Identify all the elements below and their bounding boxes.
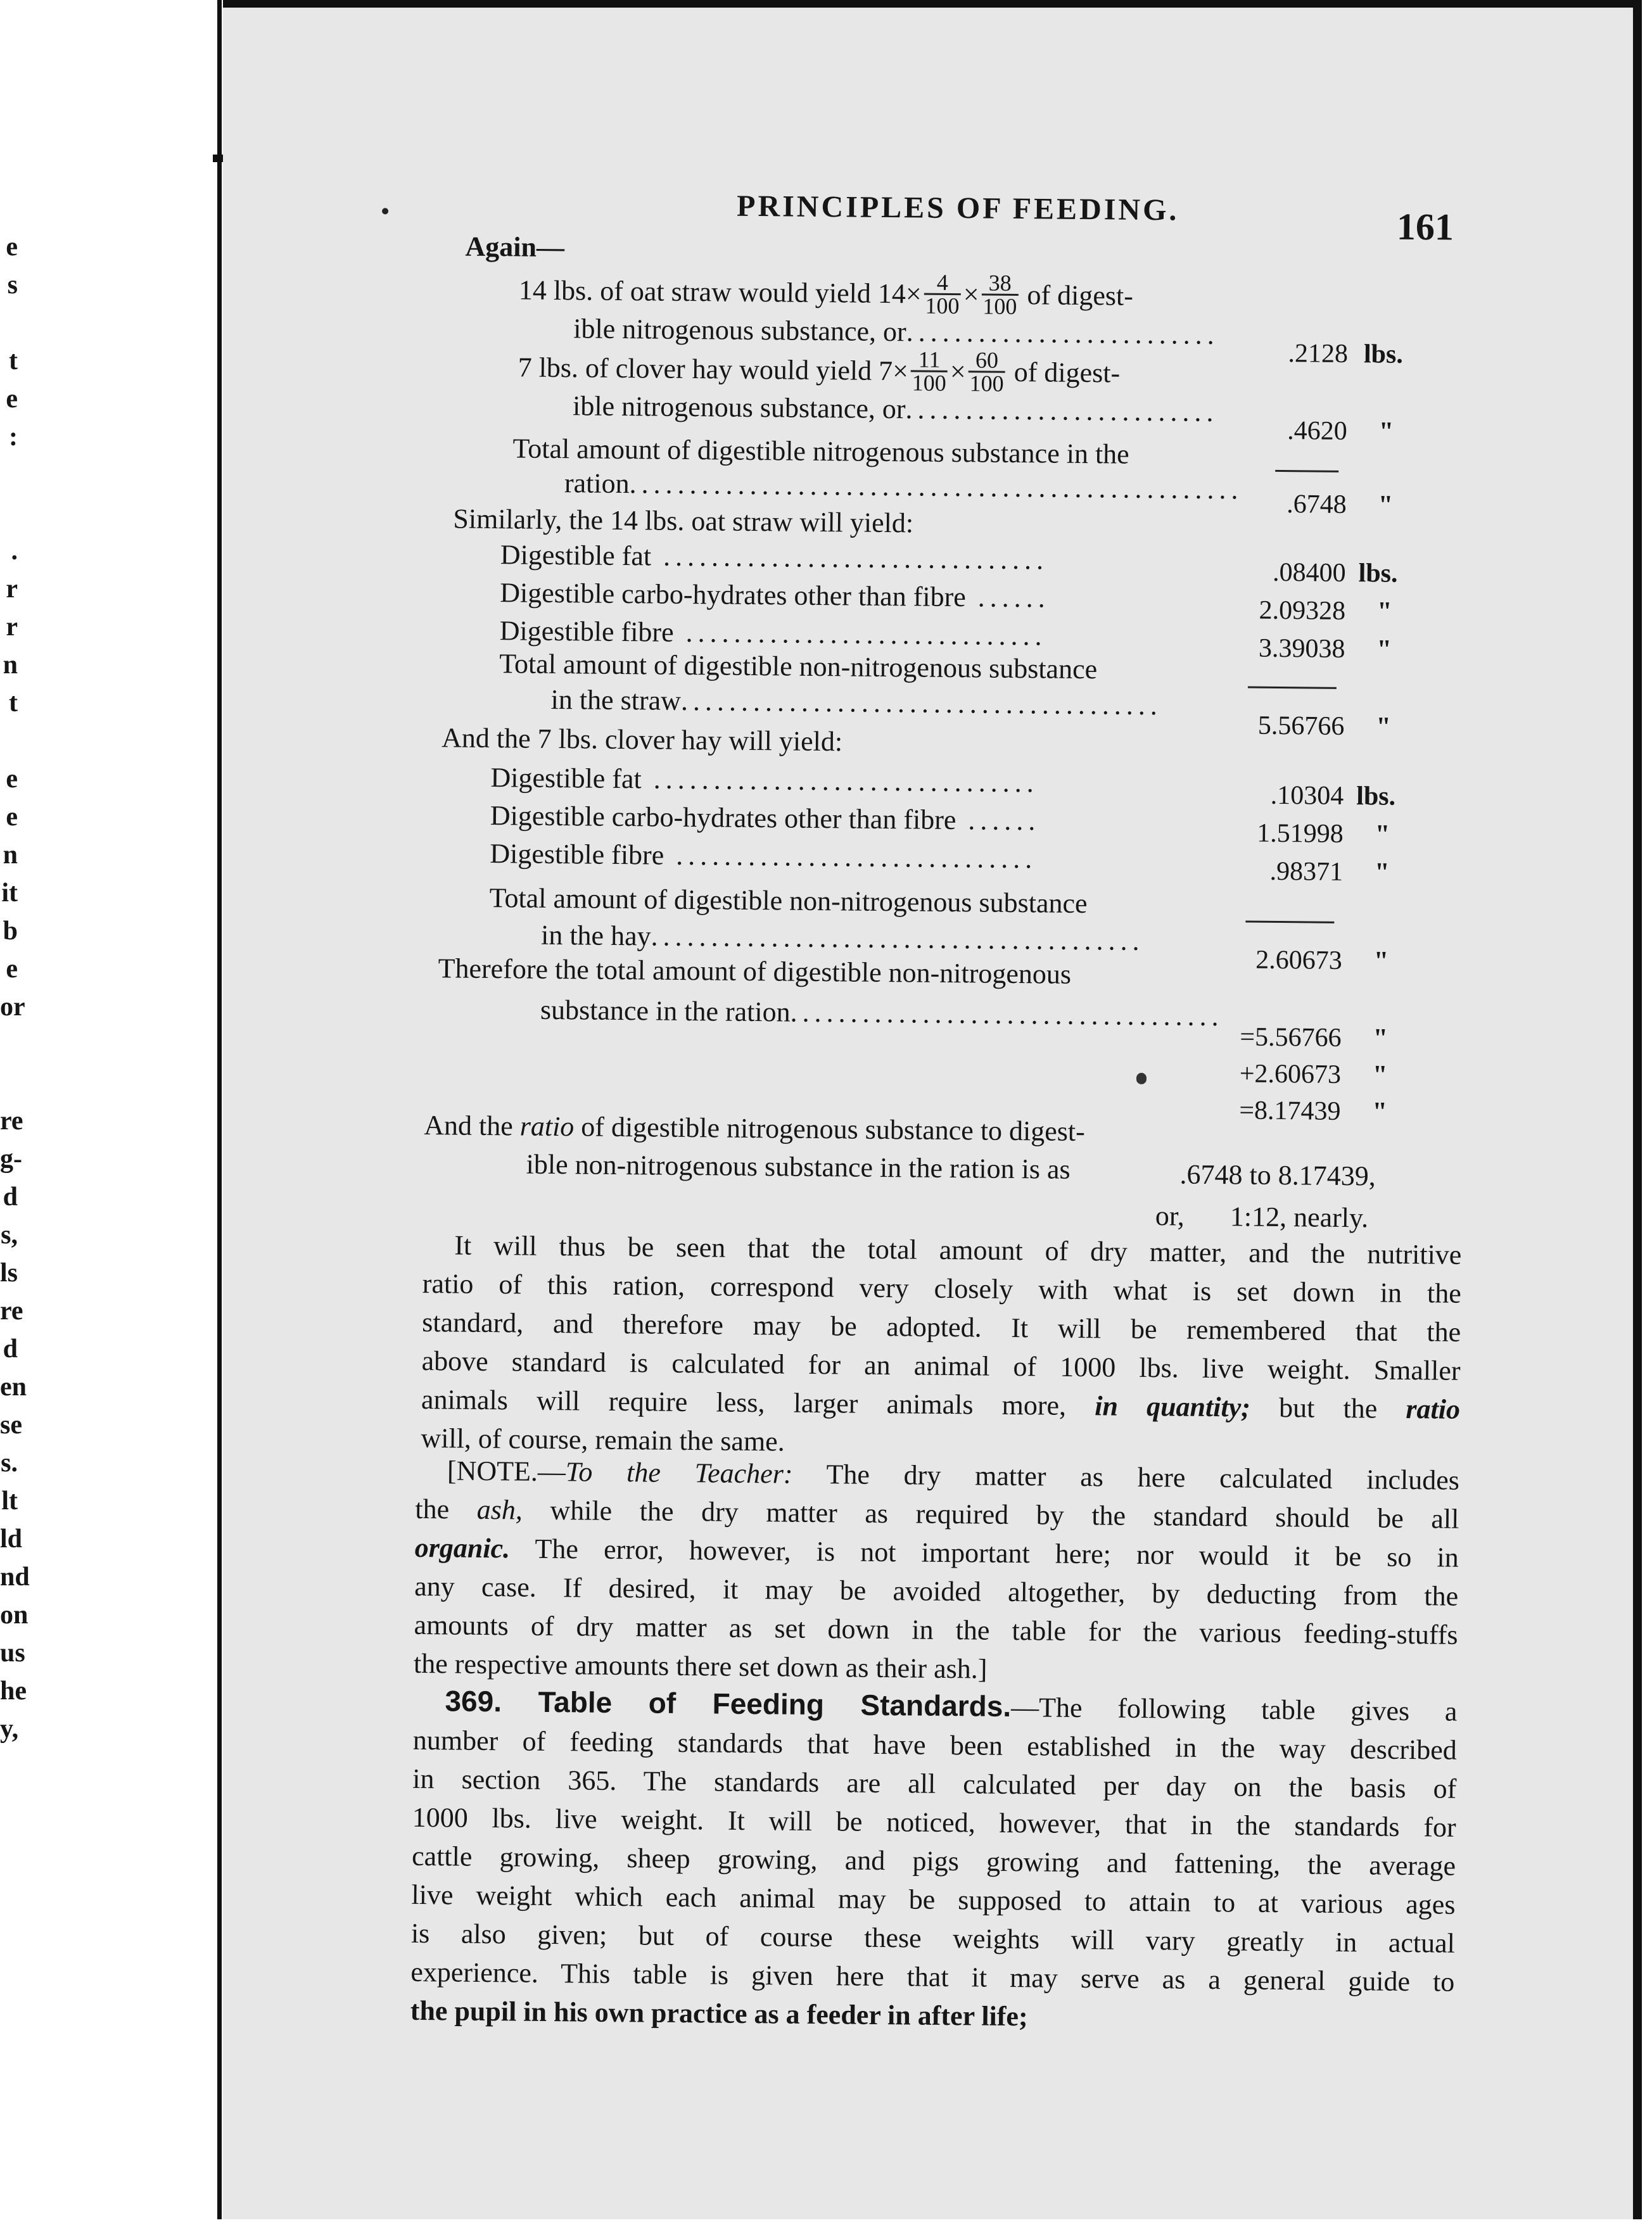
note-text: while the dry matter as required by the standard should be all xyxy=(550,1494,1459,1535)
note-line: amounts of dry matter as set down in the table for the various feeding-stuffs xyxy=(414,1609,1458,1651)
yield-item-value: .08400 xyxy=(1272,557,1346,588)
margin-letter: it xyxy=(1,878,18,908)
para-line: above standard is calculated for an animal of 1000 lbs. live weight. Smaller xyxy=(421,1345,1461,1386)
clover-heading: And the 7 lbs. clover hay will yield: xyxy=(441,722,843,758)
yield-item-unit: lbs. xyxy=(1358,559,1398,588)
yield-item-text: Digestible carbo-hydrates other than fibre xyxy=(500,577,967,613)
teacher-note-paragraph xyxy=(414,1451,1459,1693)
yield-item-unit: " xyxy=(1375,820,1390,849)
ratio-or: or, xyxy=(1155,1200,1185,1232)
oat-line-2-text: ible nitrogenous substance, or xyxy=(573,313,906,348)
leader-dots: ................................................... xyxy=(629,468,1243,505)
yield-item-text: Digestible fibre xyxy=(490,838,664,871)
margin-letter: re xyxy=(0,1106,23,1136)
straw-total-label: in the straw xyxy=(550,683,682,716)
oat-value: .2128 xyxy=(1288,339,1349,369)
leader-dots: ......................................... xyxy=(651,920,1145,956)
leader-dots: .................................... xyxy=(790,996,1224,1032)
margin-letter: us xyxy=(0,1639,25,1668)
note-open: [NOTE.— xyxy=(447,1455,566,1488)
yield-item-unit: lbs. xyxy=(1356,782,1396,811)
section-line: cattle growing, sheep growing, and pigs growing and fattening, the average xyxy=(411,1840,1456,1882)
note-text: The dry matter as here calculated includes xyxy=(826,1459,1460,1496)
note-emphasis-ash: ash, xyxy=(476,1493,523,1526)
margin-letter: y, xyxy=(0,1715,19,1744)
facing-page-margin xyxy=(0,0,219,2219)
margin-letter: nd xyxy=(0,1563,30,1592)
margin-letter: e xyxy=(6,232,18,262)
margin-letter: on xyxy=(0,1601,29,1630)
para-text: animals will require less, larger animals more, xyxy=(421,1384,1067,1421)
margin-letter xyxy=(0,456,18,494)
hay-total-line-2 xyxy=(541,919,1145,957)
yield-item-value: 2.09328 xyxy=(1259,595,1346,626)
yield-item-text: Digestible carbo-hydrates other than fibre xyxy=(490,800,956,836)
therefore-line-1: Therefore the total amount of digestible non-nitrogenous xyxy=(438,953,1072,990)
note-text: The error, however, is not important here; nor would it be so in xyxy=(535,1533,1459,1573)
yield-item-label xyxy=(500,576,1050,614)
leader-dots: .............................. xyxy=(673,616,1047,652)
margin-letter: s xyxy=(7,270,18,300)
oat-unit: lbs. xyxy=(1363,339,1404,369)
yield-item-value: 1.51998 xyxy=(1256,818,1344,849)
emphasis-ratio: ratio xyxy=(1406,1393,1461,1425)
margin-letter: d xyxy=(3,1182,18,1212)
margin-letter: s. xyxy=(1,1448,18,1478)
margin-letter: ls xyxy=(0,1258,18,1288)
note-emphasis: To the Teacher: xyxy=(565,1456,793,1490)
margin-letter: se xyxy=(0,1410,22,1440)
leader-dots: ...... xyxy=(965,581,1050,614)
total-nitrogenous-line-2 xyxy=(564,467,1243,505)
margin-letter: n xyxy=(3,650,18,680)
straw-total-unit: " xyxy=(1376,712,1391,742)
note-line: the respective amounts there set down as their ash.] xyxy=(413,1647,988,1685)
section-heading: 369. Table of Feeding Standards. xyxy=(445,1684,1012,1723)
leader-dots: ...... xyxy=(956,804,1041,837)
para-line: It will thus be seen that the total amount of dry matter, and the nutritive xyxy=(454,1229,1462,1271)
times-sign: × xyxy=(963,279,979,310)
bullet-mark xyxy=(382,208,388,214)
hay-total-line-1: Total amount of digestible non-nitrogenous substance xyxy=(489,882,1088,920)
margin-letter xyxy=(0,1026,18,1064)
ratio-word: ratio xyxy=(519,1110,575,1143)
page-number: 161 xyxy=(1396,205,1454,248)
clover-line-1-end: of digest- xyxy=(1013,356,1121,389)
margin-letter xyxy=(0,494,18,532)
total-n-label: ration xyxy=(564,467,630,500)
margin-letter: e xyxy=(6,764,18,794)
margin-letter: : xyxy=(9,422,18,452)
ratio-line-2: ible non-nitrogenous substance in the ration is as xyxy=(526,1148,1071,1185)
yield-item-unit: " xyxy=(1376,635,1392,664)
ratio-value: .6748 to 8.17439, xyxy=(1179,1158,1376,1192)
yield-item-value: .10304 xyxy=(1270,780,1344,811)
clover-unit: " xyxy=(1378,417,1394,447)
clover-fraction-1: $\frac{11}{100}$ xyxy=(911,348,948,394)
para-line: standard, and therefore may be adopted. It will be remembered that the xyxy=(422,1307,1461,1348)
sum-line-value: =5.56766 xyxy=(1240,1022,1342,1053)
therefore-line-2 xyxy=(540,994,1224,1032)
margin-letter: g- xyxy=(0,1144,22,1174)
facing-page-letters xyxy=(0,228,30,1748)
yield-item-label xyxy=(490,837,1037,875)
similarly-heading: Similarly, the 14 lbs. oat straw will yield: xyxy=(453,503,914,539)
total-nitrogenous-value: .6748 xyxy=(1286,490,1347,519)
yield-item-value: .98371 xyxy=(1269,856,1344,887)
clover-line-1 xyxy=(518,345,1120,395)
clover-line-2-text: ible nitrogenous substance, or xyxy=(572,390,906,425)
leader-dots: ................................ xyxy=(641,763,1039,799)
yield-item-label xyxy=(490,799,1041,837)
margin-letter: s, xyxy=(1,1220,18,1250)
margin-letter: d xyxy=(3,1334,18,1364)
yield-item-value: 3.39038 xyxy=(1258,633,1345,664)
clover-value: .4620 xyxy=(1287,416,1348,446)
again-label: Again— xyxy=(465,231,565,263)
yield-item-text: Digestible fat xyxy=(490,762,642,795)
oat-line-2 xyxy=(573,312,1219,351)
yield-item-label xyxy=(490,761,1039,799)
para-text: but the xyxy=(1278,1392,1378,1424)
clover-fraction-2: $\frac{60}{100}$ xyxy=(968,349,1005,395)
clover-line-2 xyxy=(573,390,1219,428)
oat-fraction-1: $\frac{4}{100}$ xyxy=(924,272,961,317)
total-nitrogenous-line-1: Total amount of digestible nitrogenous substance in the xyxy=(512,433,1129,470)
margin-letter xyxy=(0,1064,18,1102)
margin-letter xyxy=(0,304,18,342)
hay-total-value: 2.60673 xyxy=(1255,945,1343,975)
section-line: number of feeding standards that have been established in the way described xyxy=(412,1724,1458,1766)
margin-letter: t xyxy=(9,346,18,376)
sum-rule xyxy=(1275,470,1338,472)
margin-letter: ld xyxy=(0,1525,23,1554)
emphasis-quantity: in quantity; xyxy=(1095,1390,1251,1423)
sum-line-unit: " xyxy=(1372,1060,1388,1090)
book-page xyxy=(223,0,1642,2219)
section-line: in section 365. The standards are all calculated per day on the basis of xyxy=(412,1763,1457,1804)
leader-dots: .............................. xyxy=(664,839,1038,875)
margin-letter: . xyxy=(11,536,18,566)
oat-line-1-text: 14 lbs. of oat straw would yield 14× xyxy=(518,274,922,310)
margin-letter: t xyxy=(9,688,18,718)
oat-line-1-end: of digest- xyxy=(1027,279,1134,312)
margin-letter: or xyxy=(0,992,25,1022)
section-line: experience. This table is given here that it may serve as a general guide to xyxy=(410,1956,1455,1998)
para-line: ratio of this ration, correspond very closely with what is set down in the xyxy=(422,1268,1461,1309)
ratio-simple: 1:12, nearly. xyxy=(1229,1201,1369,1234)
oat-line-1 xyxy=(519,267,1134,318)
straw-total-value: 5.56766 xyxy=(1257,711,1345,741)
leader-dots: .......................... xyxy=(906,316,1219,351)
ink-blot xyxy=(1136,1073,1147,1084)
leader-dots: ........................................ xyxy=(680,685,1163,721)
margin-letter: en xyxy=(0,1372,27,1402)
sum-rule xyxy=(1248,687,1337,689)
margin-letter: r xyxy=(6,574,18,604)
therefore-label: substance in the ration xyxy=(540,994,791,1028)
total-nitrogenous-unit: " xyxy=(1378,490,1394,520)
clover-line-1-text: 7 lbs. of clover hay would yield 7× xyxy=(518,352,909,387)
yield-item-text: Digestible fibre xyxy=(499,615,674,648)
section-text: —The following table gives a xyxy=(1010,1691,1458,1727)
section-line: is also given; but of course these weights will vary greatly in actual xyxy=(410,1917,1456,1959)
yield-item-text: Digestible fat xyxy=(500,539,652,572)
times-sign: × xyxy=(950,355,967,388)
ratio-post: of digestible nitrogenous substance to digest- xyxy=(581,1111,1086,1148)
margin-letter: r xyxy=(6,612,18,642)
note-line: any case. If desired, it may be avoided altogether, by deducting from the xyxy=(414,1570,1459,1612)
hay-total-unit: " xyxy=(1373,946,1389,976)
straw-total-line-2 xyxy=(550,683,1162,721)
margin-letter: b xyxy=(3,916,18,946)
section-369-paragraph xyxy=(410,1682,1458,2040)
yield-item-unit: " xyxy=(1374,858,1390,887)
yield-item-label xyxy=(499,614,1046,652)
margin-letter: e xyxy=(6,384,18,414)
section-line: 1000 lbs. live weight. It will be noticed, however, that in the standards for xyxy=(412,1801,1456,1843)
sum-line-value: +2.60673 xyxy=(1239,1059,1342,1089)
hay-total-label: in the hay xyxy=(540,919,651,952)
margin-letter: e xyxy=(6,802,18,832)
sum-line-value: =8.17439 xyxy=(1239,1096,1341,1126)
para-line: will, of course, remain the same. xyxy=(421,1423,785,1457)
note-emphasis-organic: organic. xyxy=(414,1531,511,1564)
leader-dots: ................................ xyxy=(651,540,1049,576)
oat-fraction-2: $\frac{38}{100}$ xyxy=(981,272,1019,317)
note-text: the xyxy=(415,1493,450,1525)
ratio-line-1 xyxy=(424,1109,1085,1148)
yield-item-label xyxy=(500,538,1049,576)
margin-letter: he xyxy=(0,1677,27,1706)
sum-line-unit: " xyxy=(1373,1024,1388,1053)
section-line: live weight which each animal may be supposed to attain to at various ages xyxy=(411,1879,1456,1920)
section-line: the pupil in his own practice as a feeder in after life; xyxy=(410,1994,1028,2032)
running-title: PRINCIPLES OF FEEDING. xyxy=(736,189,1179,227)
margin-letter: e xyxy=(6,954,18,984)
margin-letter: n xyxy=(3,840,18,870)
margin-letter: re xyxy=(0,1296,23,1326)
margin-letter xyxy=(0,722,18,760)
leader-dots: .......................... xyxy=(905,393,1219,428)
margin-letter: lt xyxy=(1,1487,18,1516)
straw-total-line-1: Total amount of digestible non-nitrogenous substance xyxy=(499,648,1098,685)
yield-item-unit: " xyxy=(1376,597,1392,626)
ratio-pre: And the xyxy=(423,1110,513,1142)
page-content xyxy=(212,0,1652,2225)
sum-line-unit: " xyxy=(1372,1097,1388,1127)
conclusion-paragraph xyxy=(421,1226,1461,1467)
sum-rule xyxy=(1245,920,1334,923)
